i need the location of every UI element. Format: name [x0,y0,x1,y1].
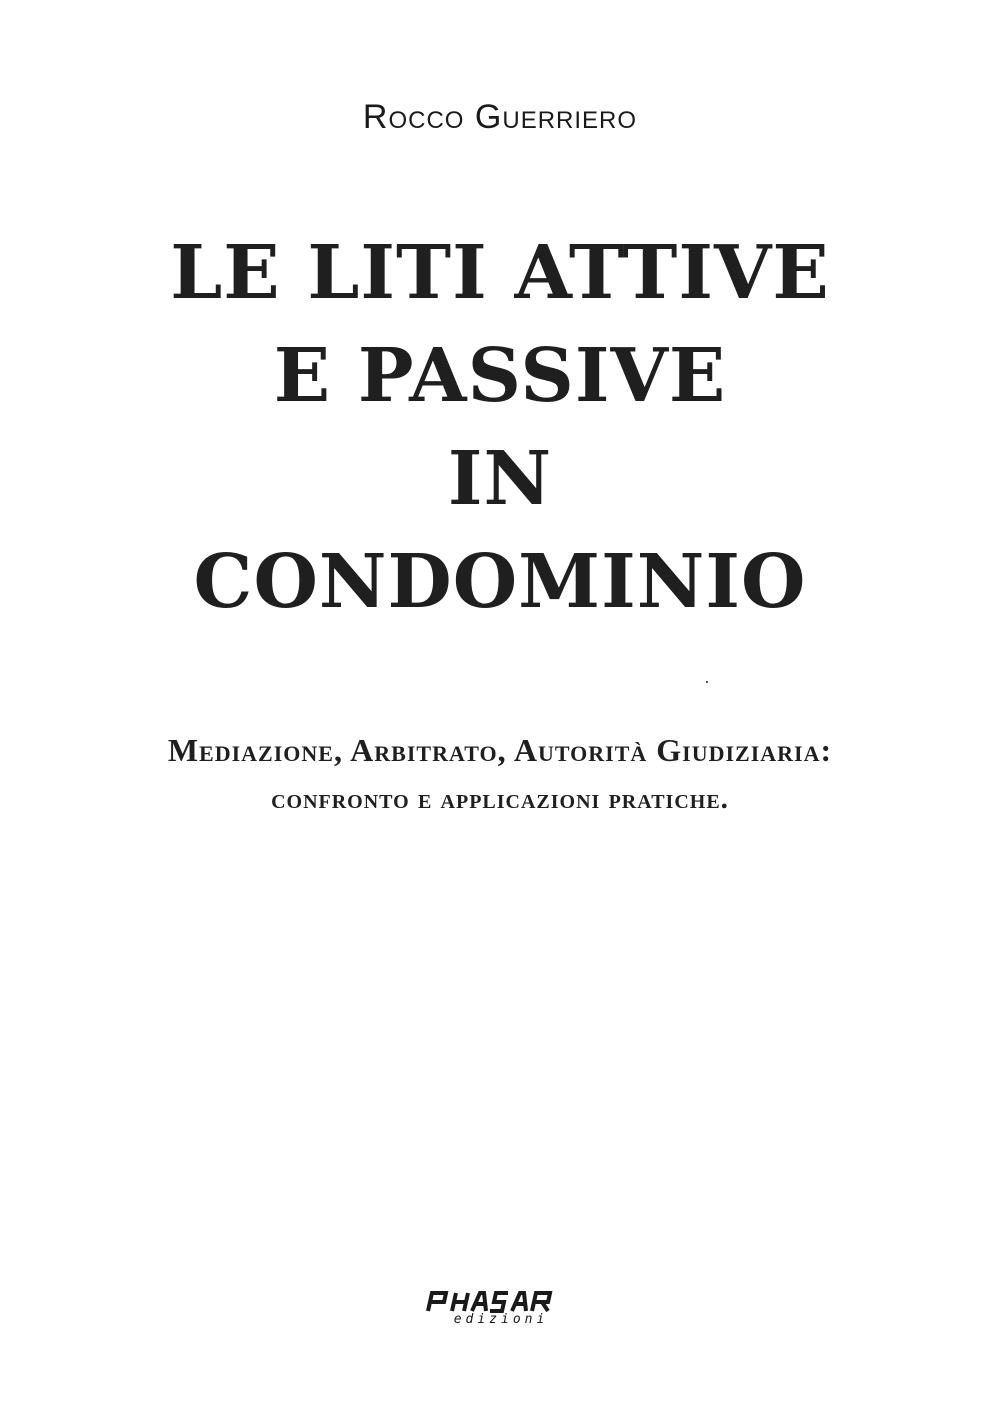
subtitle-line-1: Mediazione, Arbitrato, Autorità Giudiziaria: [167,732,833,768]
book-title-line-2: E PASSIVE [273,333,727,419]
publisher-subtitle: edizioni [453,1312,549,1327]
subtitle-line-2: confronto e applicazioni pratiche. [271,783,729,815]
publisher-wordmark-logo [424,1290,578,1314]
book-title-line-1: LE LITI ATTIVE [170,230,830,316]
print-speck [706,681,708,683]
author-name: Rocco Guerriero [362,98,638,136]
book-title [0,222,1000,634]
publisher-logo [424,1290,578,1330]
book-subtitle [0,728,1000,826]
book-title-line-4: CONDOMINIO [193,539,807,625]
book-title-line-3: IN [447,436,553,522]
